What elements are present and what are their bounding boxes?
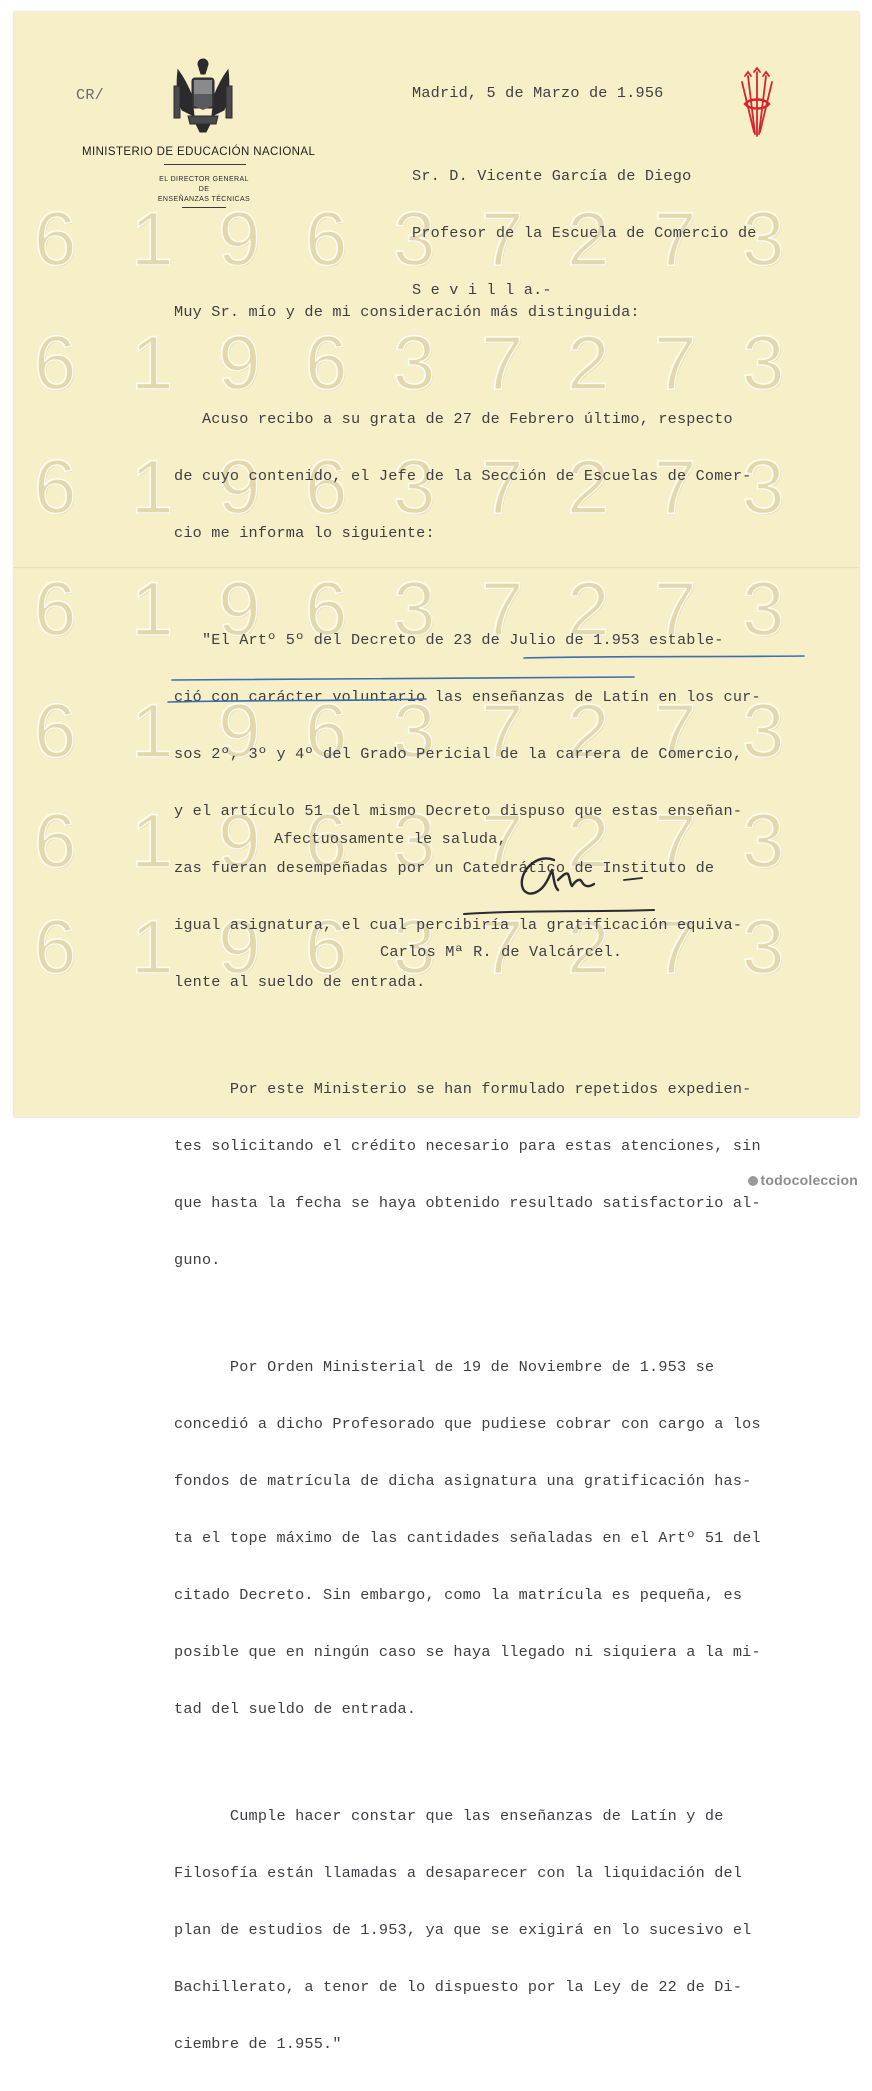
- watermark-digit: 1: [131, 799, 174, 884]
- watermark-digit: 3: [742, 799, 785, 884]
- body-line: ció con carácter voluntario las enseñanzas de Latín en los cur-: [174, 688, 761, 706]
- pen-underline: [164, 652, 814, 708]
- watermark-digit: 1: [131, 689, 174, 774]
- signatory-name: Carlos Mª R. de Valcárcel.: [380, 943, 623, 961]
- watermark-digit: 9: [218, 197, 261, 282]
- reference-code: CR/: [76, 86, 104, 104]
- handwritten-signature: [484, 832, 674, 932]
- body-line: guno.: [174, 1251, 221, 1269]
- body-line: concedió a dicho Profesorado que pudiese cobrar con cargo a los: [174, 1415, 761, 1433]
- watermark-digit: 3: [742, 445, 785, 530]
- body-line: Por este Ministerio se han formulado repetidos expedien-: [174, 1080, 752, 1098]
- brand-logo-icon: [748, 1176, 758, 1186]
- watermark-digit: 6: [34, 905, 77, 990]
- watermark-digit: 2: [567, 445, 610, 530]
- recipient-line: Sr. D. Vicente García de Diego: [412, 167, 692, 185]
- watermark-digit: 7: [654, 321, 697, 406]
- watermark-digit: 6: [305, 321, 348, 406]
- watermark-digit: 7: [654, 799, 697, 884]
- watermark-digit: 7: [481, 905, 524, 990]
- watermark-digit: 9: [218, 445, 261, 530]
- watermark-digit: 6: [305, 689, 348, 774]
- watermark-digit: 3: [742, 321, 785, 406]
- watermark-digit: 7: [481, 689, 524, 774]
- watermark-digit: 3: [742, 197, 785, 282]
- brand-name: todocoleccion: [760, 1172, 858, 1188]
- watermark-digit: 6: [305, 197, 348, 282]
- closing-line: Afectuosamente le saluda,: [274, 830, 507, 848]
- body-line: ciembre de 1.955.": [174, 2035, 342, 2053]
- watermark-digit: 7: [481, 197, 524, 282]
- watermark-digit: 7: [654, 567, 697, 652]
- watermark-digit: 7: [481, 445, 524, 530]
- body-line: citado Decreto. Sin embargo, como la matrícula es pequeña, es: [174, 1586, 743, 1604]
- watermark-digit: 2: [567, 905, 610, 990]
- body-line: sos 2º, 3º y 4º del Grado Pericial de la carrera de Comercio,: [174, 745, 743, 763]
- watermark-digit: 3: [742, 567, 785, 652]
- body-line: tad del sueldo de entrada.: [174, 1700, 417, 1718]
- body-line: cio me informa lo siguiente:: [174, 524, 435, 542]
- watermark-digit: 3: [393, 905, 436, 990]
- letter-date: Madrid, 5 de Marzo de 1.956: [412, 84, 664, 102]
- watermark-digit: 3: [742, 905, 785, 990]
- watermark-digit: 1: [131, 567, 174, 652]
- body-line: Por Orden Ministerial de 19 de Noviembre de 1.953 se: [174, 1358, 715, 1376]
- body-line: "El Artº 5º del Decreto de 23 de Julio de 1.953 estable-: [174, 631, 724, 649]
- watermark-digit: 3: [393, 197, 436, 282]
- watermark-digit: 3: [393, 689, 436, 774]
- watermark-digit: 6: [305, 799, 348, 884]
- body-line: y el artículo 51 del mismo Decreto dispuso que estas enseñan-: [174, 802, 743, 820]
- watermark-digit: 2: [567, 567, 610, 652]
- body-line: plan de estudios de 1.953, ya que se exigirá en lo sucesivo el: [174, 1921, 752, 1939]
- watermark-digit: 1: [131, 445, 174, 530]
- director-title: DE: [198, 186, 210, 193]
- watermark-digit: 6: [34, 567, 77, 652]
- watermark-digit: 9: [218, 689, 261, 774]
- watermark-digit: 7: [654, 905, 697, 990]
- watermark-digit: 6: [305, 445, 348, 530]
- watermark-digit: 6: [305, 567, 348, 652]
- coat-of-arms-eagle-icon: [172, 56, 234, 132]
- body-line: igual asignatura, el cual percibiría la gratificación equiva-: [174, 916, 743, 934]
- letter-body: [174, 266, 761, 2091]
- recipient-line: S e v i l l a.-: [412, 281, 552, 299]
- watermark-digit: 9: [218, 567, 261, 652]
- divider: [164, 164, 246, 165]
- body-line: lente al sueldo de entrada.: [174, 973, 426, 991]
- watermark-digit: 9: [218, 321, 261, 406]
- watermark-digit: 7: [654, 445, 697, 530]
- body-line: zas fueran desempeñadas por un Catedrático de Instituto de: [174, 859, 715, 877]
- brand-watermark: [748, 1172, 859, 1188]
- watermark-digit: 7: [481, 799, 524, 884]
- watermark-digit: 2: [567, 321, 610, 406]
- watermark-digit: 7: [654, 689, 697, 774]
- body-line: posible que en ningún caso se haya llegado ni siquiera a la mi-: [174, 1643, 761, 1661]
- body-line: Filosofía están llamadas a desaparecer con la liquidación del: [174, 1864, 743, 1882]
- watermark-digit: 6: [34, 689, 77, 774]
- recipient-line: Profesor de la Escuela de Comercio de: [412, 224, 757, 242]
- watermark-digit: 9: [218, 905, 261, 990]
- watermark-digit: 9: [218, 799, 261, 884]
- body-line: de cuyo contenido, el Jefe de la Sección de Escuelas de Comer-: [174, 467, 752, 485]
- body-line: fondos de matrícula de dicha asignatura una gratificación has-: [174, 1472, 752, 1490]
- salutation: Muy Sr. mío y de mi consideración más distinguida:: [174, 303, 640, 321]
- watermark-digit: 3: [393, 567, 436, 652]
- watermark-digit: 3: [393, 799, 436, 884]
- watermark-digit: 3: [742, 689, 785, 774]
- body-line: tes solicitando el crédito necesario para estas atenciones, sin: [174, 1137, 761, 1155]
- watermark-digit: 3: [393, 321, 436, 406]
- body-line: Bachillerato, a tenor de lo dispuesto por la Ley de 22 de Di-: [174, 1978, 743, 1996]
- watermark-digit: 1: [131, 905, 174, 990]
- body-line: Cumple hacer constar que las enseñanzas de Latín y de: [174, 1807, 724, 1825]
- watermark-digit: 3: [393, 445, 436, 530]
- watermark-digit: 2: [567, 197, 610, 282]
- watermark-digit: 7: [481, 567, 524, 652]
- body-line: que hasta la fecha se haya obtenido resultado satisfactorio al-: [174, 1194, 761, 1212]
- watermark-digit: 2: [567, 799, 610, 884]
- watermark-digit: 1: [131, 321, 174, 406]
- watermark-digit: 6: [34, 799, 77, 884]
- watermark-digit: 6: [34, 197, 77, 282]
- watermark-digit: 1: [131, 197, 174, 282]
- director-title: EL DIRECTOR GENERAL: [159, 176, 249, 183]
- divider: [182, 207, 226, 208]
- watermark-digit: 6: [34, 321, 77, 406]
- ministry-name: MINISTERIO DE EDUCACIÓN NACIONAL: [82, 146, 316, 158]
- body-line: ta el tope máximo de las cantidades señaladas en el Artº 51 del: [174, 1529, 761, 1547]
- director-title: ENSEÑANZAS TÉCNICAS: [157, 196, 251, 203]
- watermark-digit: 6: [305, 905, 348, 990]
- watermark-digit: 6: [34, 445, 77, 530]
- watermark-digit: 7: [481, 321, 524, 406]
- watermark-digit: 7: [654, 197, 697, 282]
- body-line: Acuso recibo a su grata de 27 de Febrero último, respecto: [174, 410, 733, 428]
- watermark-digit: 2: [567, 689, 610, 774]
